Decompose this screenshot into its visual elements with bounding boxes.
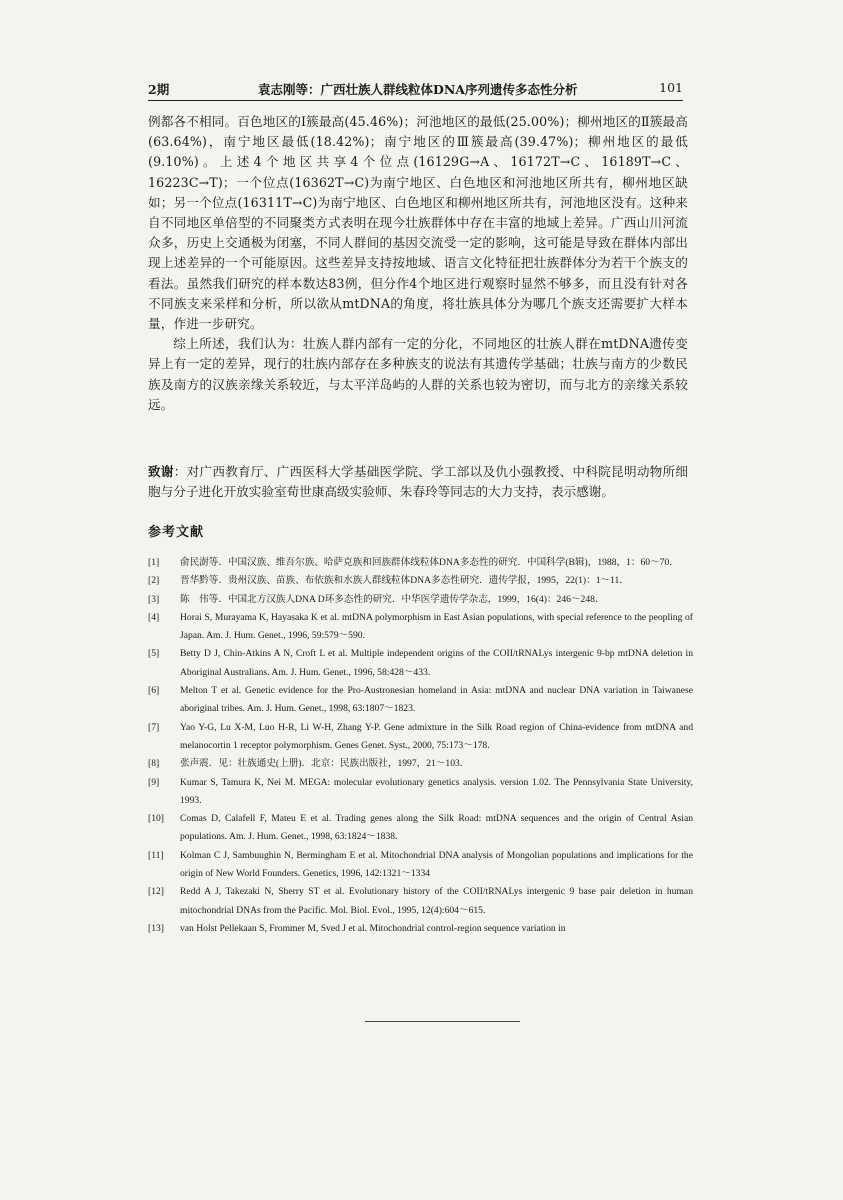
reference-number: [4] (148, 611, 160, 623)
reference-list (148, 554, 693, 938)
reference-number: [11] (148, 849, 164, 861)
reference-item (148, 572, 693, 590)
references-heading: 参考文献 (148, 525, 205, 540)
reference-text: Kumar S, Tamura K, Nei M. MEGA: molecular evolutionary genetics analysis. version 1.02. The Pennsylvania State University, 1993. (180, 776, 693, 806)
reference-text: 晋华黔等．贵州汉族、苗族、布依族和水族人群线粒体DNA多态性研究．遗传学报，1995，22(1)：1～11． (180, 575, 629, 587)
reference-number: [13] (148, 922, 164, 934)
reference-text: Kolman C J, Sambuughin N, Bermingham E et al. Mitochondrial DNA analysis of Mongolian populations and implications for the origin of New World Founders. Genetics, 1996, 142:1321～1334 (180, 849, 693, 880)
acknowledgement-label: 致谢 (148, 464, 174, 479)
reference-text: Yao Y-G, Lu X-M, Luo H-R, Li W-H, Zhang Y-P. Gene admixture in the Silk Road region of China-evidence from mtDNA and melanocortin 1 receptor polymorphism. Genes Genet. Syst., 2000, 75:173～178. (180, 721, 693, 751)
footer-divider (365, 1021, 520, 1022)
page-number: 101 (659, 80, 683, 95)
issue-number: 2期 (148, 82, 170, 97)
reference-item (148, 883, 693, 920)
reference-text: 陈 伟等．中国北方汉族人DNA D环多态性的研究．中华医学遗传学杂志，1999，16(4)：246～248． (180, 593, 605, 605)
reference-number: [10] (148, 813, 164, 825)
reference-text: Melton T et al. Genetic evidence for the Pro-Austronesian homeland in Asia: mtDNA and nuclear DNA variation in Taiwanese aboriginal tribes. Am. J. Hum. Genet., 1998, 63:1807～1823. (180, 685, 693, 715)
paragraph: 例都各不相同。百色地区的Ⅰ簇最高(45.46%)；河池地区的最低(25.00%)；柳州地区的Ⅱ簇最高(63.64%)，南宁地区最低(18.42%)；南宁地区的Ⅲ簇最高(39.47%)；柳州地区的最低(9.10%)。上述4个地区共享4个位点(16129G→A、16172T→C、16189T→C、16223C→T)；一个位点(16362T→C)为南宁地区、白色地区和河池地区所共有，柳州地区缺如；另一个位点(16311T→C)为南宁地区、白色地区和柳州地区所共有，河池地区没有。这种来自不同地区单倍型的不同聚类方式表明在现今壮族群体中存在丰富的地域上差异。广西山川河流众多，历史上交通极为闭塞，不同人群间的基因交流受一定的影响，这可能是导致在群体内部出现上述差异的一个可能原因。这些差异支持按地域、语言文化特征把壮族群体分为若干个族支的看法。虽然我们研究的样本数达83例，但分作4个地区进行观察时显然不够多，而且没有针对各不同族支来采样和分析，所以欲从mtDNA的角度，将壮族具体分为哪几个族支还需要扩大样本量，作进一步研究。 (148, 114, 688, 332)
acknowledgement (148, 462, 688, 502)
reference-text: van Holst Pellekaan S, Frommer M, Sved J et al. Mitochondrial control-region sequence variation in (180, 922, 566, 934)
reference-item (148, 591, 693, 609)
reference-text: Redd A J, Takezaki N, Sherry ST et al. Evolutionary history of the COII/tRNALys intergenic 9 base pair deletion in human mitochondrial DNAs from the Pacific. Mol. Biol. Evol., 1995, 12(4):604～615. (180, 886, 693, 916)
reference-number: [1] (148, 557, 160, 568)
reference-text: Betty D J, Chin-Atkins A N, Croft L et al. Multiple independent origins of the COII/tRNALys intergenic 9-bp mtDNA deletion in Aboriginal Australians. Am. J. Hum. Genet., 1996, 58:428～433. (180, 648, 693, 678)
reference-text: Horai S, Murayama K, Hayasaka K et al. mtDNA polymorphism in East Asian populations, with special reference to the peopling of Japan. Am. J. Hum. Genet., 1996, 59:579～590. (180, 611, 693, 642)
reference-number: [5] (148, 648, 160, 660)
reference-number: [7] (148, 721, 160, 733)
running-title: 袁志刚等：广西壮族人群线粒体DNA序列遗传多态性分析 (258, 82, 578, 97)
reference-number: [6] (148, 685, 160, 697)
paragraph: 综上所述，我们认为：壮族人群内部有一定的分化，不同地区的壮族人群在mtDNA遗传变异上有一定的差异，现行的壮族内部存在多种族支的说法有其遗传学基础；壮族与南方的少数民族及南方的汉族亲缘关系较近，与太平洋岛屿的人群的关系也较为密切，而与北方的亲缘关系较远。 (148, 336, 688, 412)
reference-number: [8] (148, 758, 160, 770)
reference-text: 俞民澍等．中国汉族、维吾尔族、哈萨克族和回族群体线粒体DNA多态性的研究．中国科学(B辑)，1988，1：60～70． (180, 557, 679, 568)
reference-item (148, 920, 693, 938)
body-text (148, 112, 688, 415)
reference-item (148, 554, 693, 572)
reference-number: [9] (148, 776, 160, 788)
reference-item (148, 609, 693, 646)
reference-number: [2] (148, 575, 160, 587)
reference-item (148, 755, 693, 773)
reference-number: [3] (148, 593, 160, 605)
reference-item (148, 645, 693, 682)
reference-text: 张声震．见：壮族通史(上册)．北京：民族出版社，1997，21～103． (180, 758, 470, 770)
reference-item (148, 682, 693, 719)
reference-text: Comas D, Calafell F, Mateu E et al. Trading genes along the Silk Road: mtDNA sequences and the origin of Central Asian populations. Am. J. Hum. Genet., 1998, 63:1824～1838. (180, 813, 693, 843)
running-header (148, 80, 683, 101)
acknowledgement-text: ：对广西教育厅、广西医科大学基础医学院、学工部以及仇小强教授、中科院昆明动物所细胞与分子进化开放实验室荀世康高级实验师、朱春玲等同志的大力支持，表示感谢。 (148, 464, 689, 500)
reference-number: [12] (148, 886, 164, 898)
reference-item (148, 719, 693, 756)
reference-item (148, 847, 693, 884)
reference-item (148, 774, 693, 811)
reference-item (148, 810, 693, 847)
